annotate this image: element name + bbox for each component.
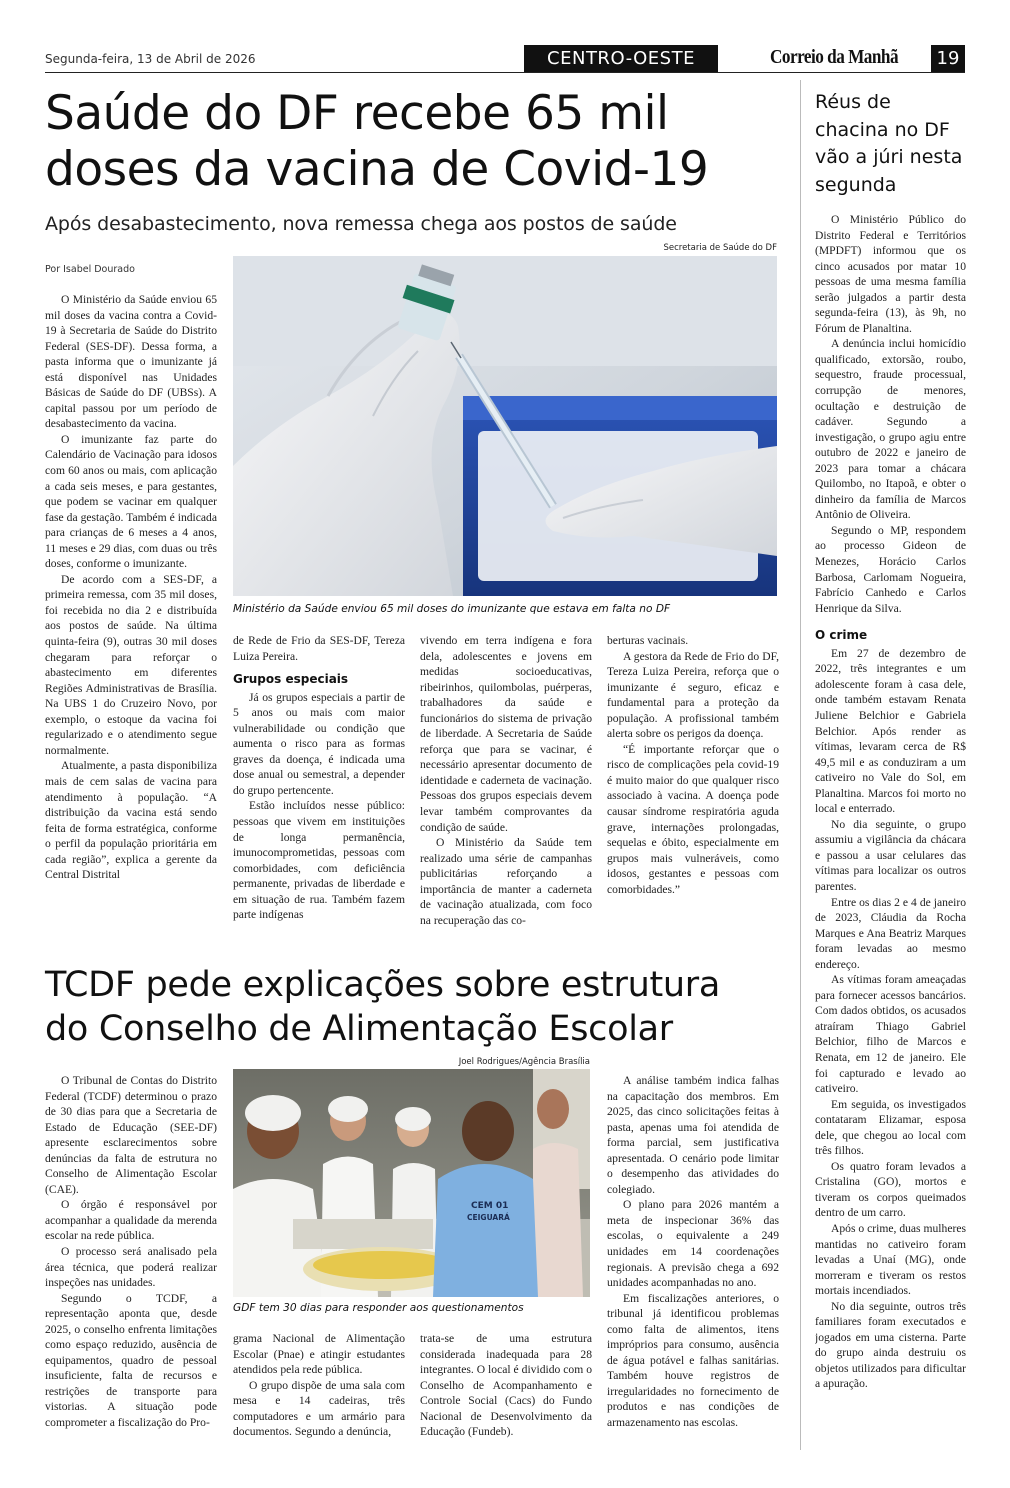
story1-headline-line1: Saúde do DF recebe 65 mil [45,86,669,141]
sidebar-column [815,212,966,1452]
paragraph: O Tribunal de Contas do Distrito Federal (TCDF) determinou o prazo de 30 dias para que a Secretaria de Estado de Educação (SEE-DF) apresente esclarecimentos sobre denúncias da falta de estrutura no Conselho de Alimentação Escolar (CAE). [45,1074,217,1196]
paragraph: “É importante reforçar que o risco de complicações pela covid-19 é muito maior do que qualquer risco associado à vacina. A doença pode causar síndrome respiratória aguda grave, internações prolongadas, sequelas e óbito, especialmente em grupos mais vulneráveis, como idosos, gestantes e pessoas com comorbidades.” [607,742,779,896]
story2-column-4 [607,1073,779,1448]
story2-headline-line1: TCDF pede explicações sobre estrutura [45,965,720,1005]
story2-photo-credit: Joel Rodrigues/Agência Brasília [458,1057,590,1067]
paragraph: No dia seguinte, o grupo assumiu a vigilância da chácara e passou a usar celulares das vítimas para localizar os outros parentes. [815,817,966,893]
subheading-grupos-especiais: Grupos especiais [233,672,349,687]
sidebar-divider [800,80,801,1450]
story1-subheadline: Após desabastecimento, nova remessa chega aos postos de saúde [45,213,677,235]
subheading-o-crime: O crime [815,628,868,643]
vaccine-photo [233,256,777,596]
paragraph: O plano para 2026 mantém a meta de inspecionar 36% das escolas, o equivalente a 249 unidades em 14 coordenações regionais. A previsão chega a 692 unidades acompanhadas no ano. [607,1198,779,1290]
paragraph: Em seguida, os investigados contataram Elizamar, esposa dele, que chegou ao local com três filhos. [815,1097,966,1158]
paragraph: Após o crime, duas mulheres mantidas no cativeiro foram levadas a Unaí (MG), onde morreram e tiveram os restos mortais incendiados. [815,1222,966,1298]
story2-column-1 [45,1073,217,1448]
paragraph: grama Nacional de Alimentação Escolar (Pnae) e atingir estudantes atendidos pela rede pública. [233,1332,405,1377]
school-lunch-photo [233,1069,590,1297]
paragraph: trata-se de uma estrutura considerada inadequada para 28 integrantes. O local é dividido com o Conselho de Acompanhamento e Controle Social (Cacs) do Fundo Nacional de Desenvolvimento da Educação (Fundeb). [420,1332,592,1439]
vaccine-illustration [233,256,777,596]
paragraph: O Ministério Público do Distrito Federal e Territórios (MPDFT) informou que os cinco acusados por matar 10 pessoas de uma mesma família serão julgados a partir desta segunda-feira (13), às 9h, no Fórum de Planaltina. [815,213,966,335]
paragraph: O processo será analisado pela área técnica, que poderá realizar inspeções nas unidades. [45,1245,217,1290]
paragraph: de Rede de Frio da SES-DF, Tereza Luiza Pereira. [233,634,405,663]
paragraph: A gestora da Rede de Frio do DF, Tereza Luiza Pereira, reforça que o imunizante é seguro, eficaz e fundamental para a proteção da população. A profissional também alerta sobre os perigos da doença. [607,649,779,741]
paragraph: O grupo dispõe de uma sala com mesa e 14 cadeiras, três computadores e um armário para documentos. Segundo a denúncia, [233,1378,405,1439]
story1-column-2 [233,633,405,944]
header-rule [45,72,965,73]
page-number: 19 [931,45,965,72]
paragraph: vivendo em terra indígena e fora dela, adolescentes e jovens em medidas socioeducativas, ribeirinhos, quilombolas, puérperas, trabalhadores da saúde e funcionários do sistema de privação de liberdade. A Secretaria de Saúde reforça que para se vacinar, é necessário apresentar documento de identidade e caderneta de vacinação. Pessoas dos grupos especiais devem levar também comprovantes da condição de saúde. [420,634,592,834]
story1-column-1 [45,292,217,944]
paragraph: Entre os dias 2 e 4 de janeiro de 2023, Cláudia da Rocha Marques e Ana Beatriz Marques foram levadas ao mesmo endereço. [815,895,966,971]
school-lunch-illustration [233,1069,590,1297]
story1-photo-caption: Ministério da Saúde enviou 65 mil doses do imunizante que estava em falta no DF [233,603,671,615]
brand-logo: Correio da Manhã [770,46,899,68]
paragraph: Já os grupos especiais a partir de 5 anos ou mais com maior vulnerabilidade ou condição que aumenta o risco para as formas graves da doença, é indicada uma dose anual ou semestral, a depender do grupo pertencente. [233,690,405,797]
story1-photo-credit: Secretaria de Saúde do DF [663,243,777,253]
paragraph: Segundo o TCDF, a representação aponta que, desde 2025, o conselho enfrenta limitações como espaço reduzido, ausência de equipamentos, quadro de pessoal insuficiente, falta de recursos e restrições de transporte para vistorias. A situação pode comprometer a fiscalização do Pro- [45,1291,217,1430]
story2-column-2 [233,1331,405,1448]
paragraph: No dia seguinte, outros três familiares foram executados e jogados em uma cisterna. Parte do grupo ainda destruiu os objetos utilizados para dificultar a apuração. [815,1299,966,1391]
story2-column-3 [420,1331,592,1448]
story1-byline: Por Isabel Dourado [45,264,135,275]
story1-headline-line2: doses da vacina de Covid-19 [45,142,709,197]
paragraph: Os quatro foram levados a Cristalina (GO), mortos e tiveram os corpos queimados dentro de um carro. [815,1159,966,1220]
paragraph: O Ministério da Saúde enviou 65 mil doses da vacina contra a Covid-19 à Secretaria de Saúde do Distrito Federal (SES-DF). Dessa forma, a pasta informa que o imunizante já está disponível nas Unidades Básicas de Saúde do DF (UBSs). A capital passou por um período de desabastecimento da vacina. [45,293,217,431]
shirt-text-2: CEIGUARÁ [467,1213,510,1222]
paragraph: Em 27 de dezembro de 2022, três integrantes e um adolescente foram à casa dele, onde também estavam Renata Juliene Belchior e Gabriela Belchior. Após render as vítimas, levaram cerca de R$ 49,5 mil e as conduziram a um cativeiro no Vale do Sol, em Planaltina. Marcos foi morto no local e enterrado. [815,646,966,816]
section-label: CENTRO-OESTE [524,45,718,72]
story1-headline [45,86,805,198]
shirt-text-1: CEM 01 [471,1201,509,1211]
paragraph: berturas vacinais. [607,634,689,647]
paragraph: As vítimas foram ameaçadas para fornecer acessos bancários. Com dados obtidos, os acusados atraíram Thiago Gabriel Belchior, filho de Marcos e Renata, em 12 de janeiro. Ele foi capturado e levado ao cativeiro. [815,973,966,1096]
story2-headline-line2: do Conselho de Alimentação Escolar [45,1009,673,1049]
sidebar-headline: Réus de chacina no DF vão a júri nesta segunda [815,91,963,196]
story2-headline [45,963,805,1051]
paragraph: O órgão é responsável por acompanhar a qualidade da merenda escolar na rede pública. [45,1198,217,1243]
story2-photo-caption: GDF tem 30 dias para responder aos questionamentos [233,1302,524,1314]
story1-column-3 [420,633,592,944]
paragraph: Estão incluídos nesse público: pessoas que vivem em instituições de longa permanência, imunocomprometidas, pessoas com comorbidades, com deficiência permanente, privadas de liberdade e em situação de rua. Também fazem parte indígenas [233,799,405,922]
paragraph: O Ministério da Saúde tem realizado uma série de campanhas publicitárias reforçando a importância de manter a caderneta de vacinação atualizada, com foco na recuperação das co- [420,836,592,927]
paragraph: Segundo o MP, respondem ao processo Gideon de Menezes, Horácio Carlos Barbosa, Carlomam Nogueira, Fabrício Canhedo e Carlos Henrique da Silva. [815,523,966,615]
paragraph: De acordo com a SES-DF, a primeira remessa, com 35 mil doses, foi recebida no dia 2 e distribuída aos postos de saúde. Na última quinta-feira (9), outras 30 mil doses chegaram para reforçar o abastecimento em diferentes Regiões Administrativas de Brasília. Na UBS 1 do Cruzeiro Novo, por exemplo, o estoque da vacina foi regularizado e o atendimento segue normalmente. [45,572,217,757]
paragraph: O imunizante faz parte do Calendário de Vacinação para idosos com 60 anos ou mais, com aplicação a cada seis meses, e para gestantes, que podem se vacinar em qualquer fase da gestação. Também é indicada para crianças de 6 meses a 4 anos, 11 meses e 29 dias, com duas ou três doses, conforme o imunizante. [45,432,217,571]
paragraph: A análise também indica falhas na capacitação dos membros. Em 2025, das cinco solicitações feitas à pasta, apenas uma foi atendida de forma parcial, sem justificativa apresentada. O cenário pode limitar o desempenho das atividades do colegiado. [607,1074,779,1196]
paragraph: A denúncia inclui homicídio qualificado, extorsão, roubo, sequestro, fraude processual, corrupção de menores, ocultação e destruição de cadáver. Segundo a investigação, o grupo agiu entre outubro de 2022 e janeiro de 2023 para tomar a chácara Quilombo, no Itapoã, e obter o dinheiro da família de Marcos Antônio de Oliveira. [815,337,966,522]
story1-column-4 [607,633,779,944]
paragraph: Atualmente, a pasta disponibiliza mais de cem salas de vacina para atendimento à população. “A distribuição da vacina está sendo feita de forma estratégica, conforme o perfil da população prioritária em cada região”, explica a gerente da Central Distrital [45,759,217,882]
paragraph: Em fiscalizações anteriores, o tribunal já identificou problemas como falta de alimentos, itens impróprios para consumo, ausência de água potável e falhas sanitárias. Também houve registros de irregularidades no fornecimento de produtos e nas condições de armazenamento nas escolas. [607,1291,779,1430]
issue-date: Segunda-feira, 13 de Abril de 2026 [45,52,256,66]
